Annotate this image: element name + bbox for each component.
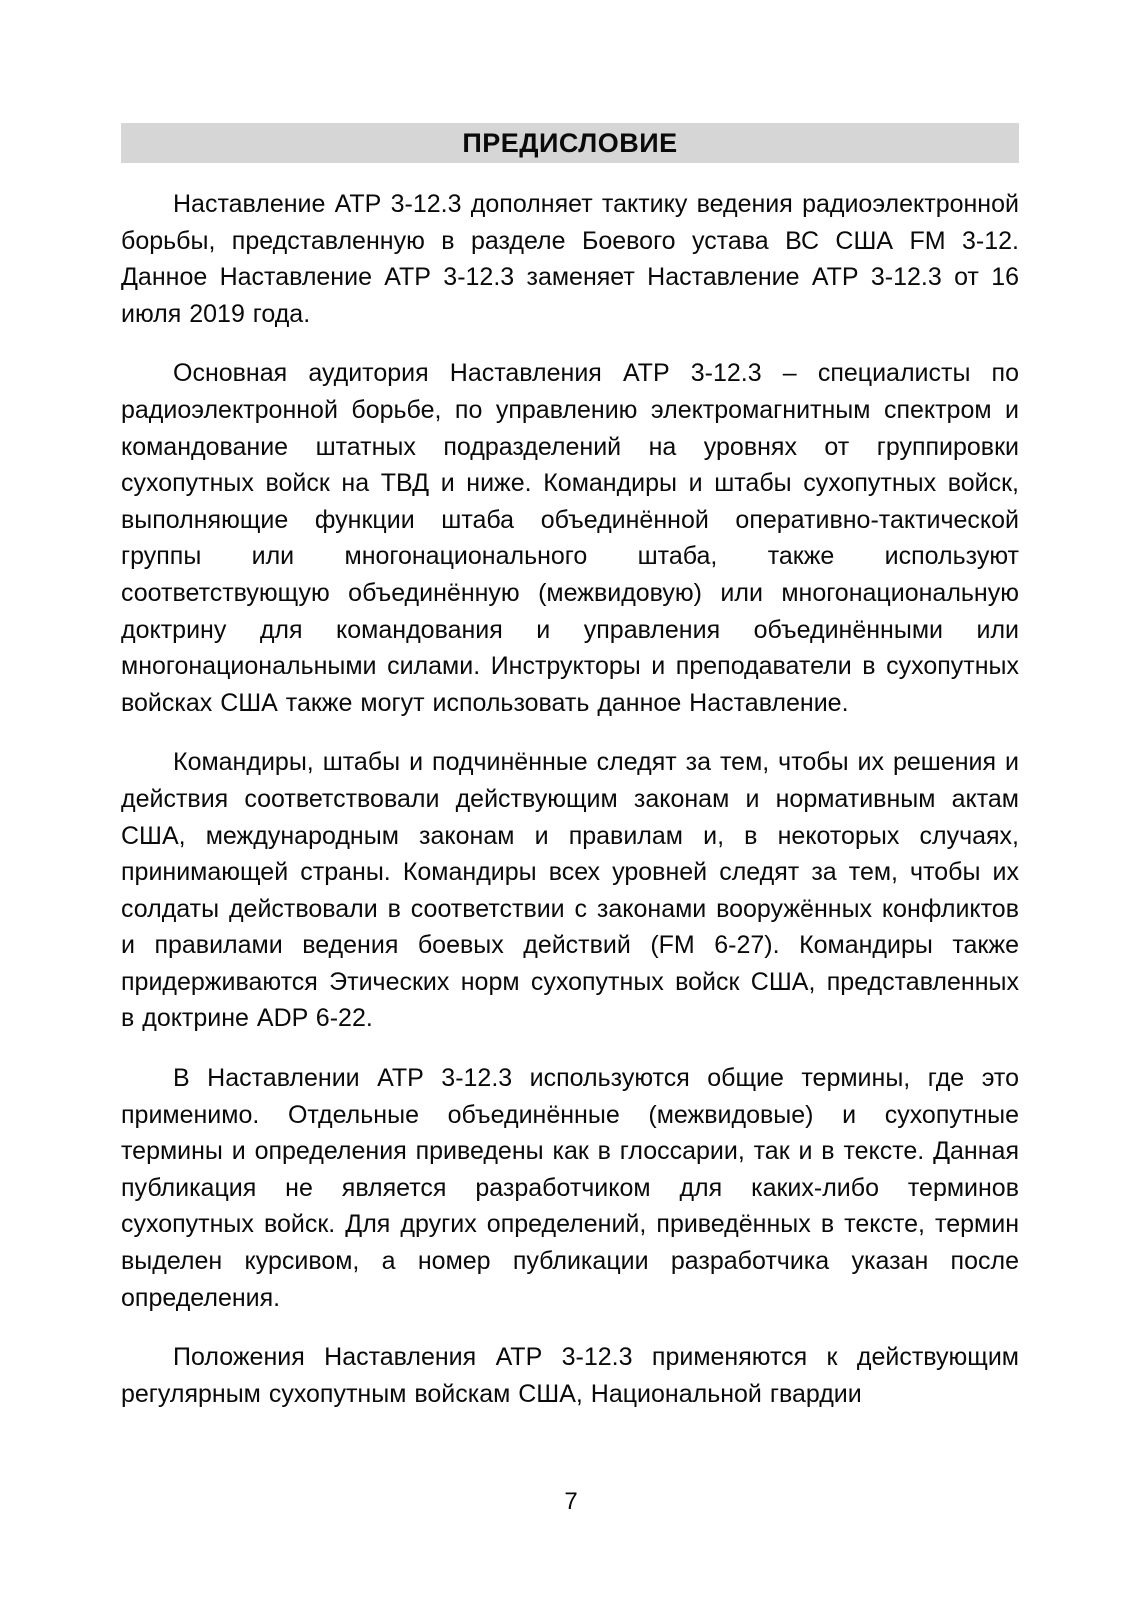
paragraph: Положения Наставления АТР 3-12.3 применяются к действующим регулярным сухопутным войскам США, Национальной гвардии: [121, 1343, 1019, 1408]
section-title-bar: [121, 123, 1019, 163]
paragraph: Наставление АТР 3-12.3 дополняет тактику ведения радиоэлектронной борьбы, представленную в разделе Боевого устава ВС США FM 3-12. Данное Наставление АТР 3-12.3 заменяет Наставление АТР 3-12.3 от 16 июля 2019 года.: [121, 190, 1019, 328]
page-number: 7: [564, 1488, 578, 1515]
paragraph: Командиры, штабы и подчинённые следят за тем, чтобы их решения и действия соответствовали действующим законам и нормативным актам США, международным законам и правилам и, в некоторых случаях, принимающей страны. Командиры всех уровней следят за тем, чтобы их солдаты действовали в соответствии с законами вооружённых конфликтов и правилами ведения боевых действий (FM 6-27). Командиры также придерживаются Этических норм сухопутных войск США, представленных в доктрине ADP 6-22.: [121, 748, 1019, 1033]
paragraph: Основная аудитория Наставления АТР 3-12.3 – специалисты по радиоэлектронной борьбе, по управлению электромагнитным спектром и командование штатных подразделений на уровнях от группировки сухопутных войск на ТВД и ниже. Командиры и штабы сухопутных войск, выполняющие функции штаба объединённой оперативно-тактической группы или многонационального штаба, также используют соответствующую объединённую (межвидовую) или многонациональную доктрину для командования и управления объединёнными или многонациональными силами. Инструкторы и преподаватели в сухопутных войсках США также могут использовать данное Наставление.: [121, 359, 1019, 717]
section-title: ПРЕДИСЛОВИЕ: [462, 127, 678, 158]
body-text: [121, 186, 1019, 1412]
paragraph: В Наставлении АТР 3-12.3 используются общие термины, где это применимо. Отдельные объединённые (межвидовые) и сухопутные термины и определения приведены как в глоссарии, так и в тексте. Данная публикация не является разработчиком для каких-либо терминов сухопутных войск. Для других определений, приведённых в тексте, термин выделен курсивом, а номер публикации разработчика указан после определения.: [121, 1064, 1019, 1312]
page-content: [121, 0, 1019, 1412]
